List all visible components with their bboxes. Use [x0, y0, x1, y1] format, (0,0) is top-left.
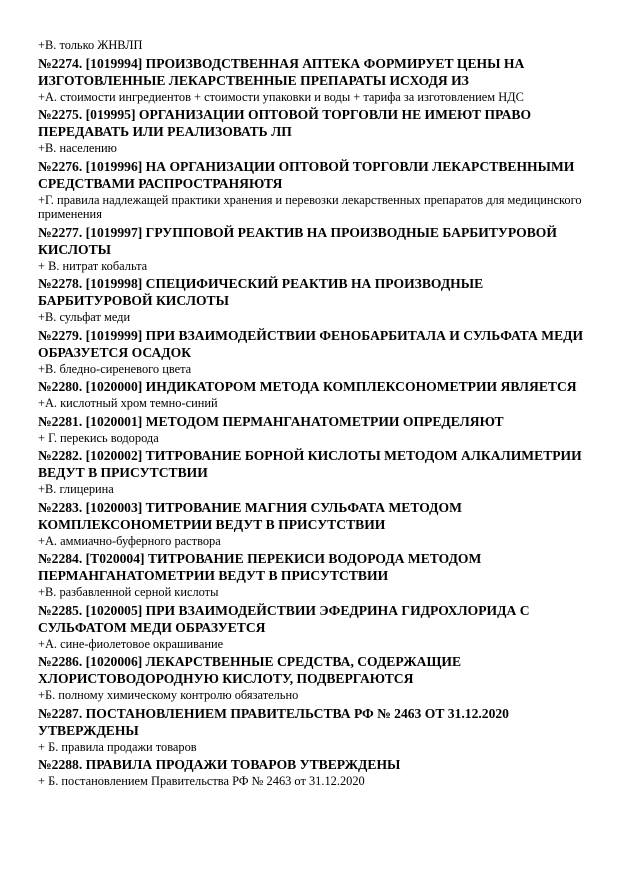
question-2280: №2280. [1020000] ИНДИКАТОРОМ МЕТОДА КОМПЛЕКСОНОМЕТРИИ ЯВЛЯЕТСЯ [38, 379, 577, 394]
answer-line: +А. аммиачно-буферного раствора [38, 533, 221, 548]
answer-line: +В. населению [38, 141, 117, 155]
question-2285: №2285. [1020005] ПРИ ВЗАИМОДЕЙСТВИИ ЭФЕДРИНА ГИДРОХЛОРИДА С СУЛЬФАТОМ МЕДИ ОБРАЗУЕТСЯ [38, 602, 530, 635]
question-2275: №2275. [019995] ОРГАНИЗАЦИИ ОПТОВОЙ ТОРГОВЛИ НЕ ИМЕЮТ ПРАВО ПЕРЕДАВАТЬ ИЛИ РЕАЛИЗОВАТЬ ЛП [38, 107, 532, 139]
answer-line: +В. глицерина [38, 482, 114, 496]
answer-line: + Г. перекись водорода [38, 430, 159, 445]
answer-line: +А. кислотный хром темно-синий [38, 396, 218, 410]
question-2282: №2282. [1020002] ТИТРОВАНИЕ БОРНОЙ КИСЛОТЫ МЕТОДОМ АЛКАЛИМЕТРИИ ВЕДУТ В ПРИСУТСТВИИ [38, 448, 582, 480]
answer-line: +Г. правила надлежащей практики хранения и перевозки лекарственных препаратов для медицинского применения [38, 192, 582, 221]
question-2279: №2279. [1019999] ПРИ ВЗАИМОДЕЙСТВИИ ФЕНОБАРБИТАЛА И СУЛЬФАТА МЕДИ ОБРАЗУЕТСЯ ОСАДОК [38, 327, 584, 360]
question-2284: №2284. [Т020004] ТИТРОВАНИЕ ПЕРЕКИСИ ВОДОРОДА МЕТОДОМ ПЕРМАНГАНАТОМЕТРИИ ВЕДУТ В ПРИСУТСТВИИ [38, 551, 482, 583]
answer-line: +А. сине-фиолетовое окрашивание [38, 636, 224, 651]
answer-line: +Б. полному химическому контролю обязательно [38, 688, 299, 702]
answer-line: +В. сульфат меди [38, 310, 131, 324]
answer-line: + Б. постановлением Правительства РФ № 2463 от 31.12.2020 [38, 774, 365, 788]
answer-line: +В. бледно-сиреневого цвета [38, 361, 192, 376]
answer-line: + Б. правила продажи товаров [38, 739, 197, 754]
question-2278: №2278. [1019998] СПЕЦИФИЧЕСКИЙ РЕАКТИВ НА ПРОИЗВОДНЫЕ БАРБИТУРОВОЙ КИСЛОТЫ [38, 276, 484, 308]
answer-line: + В. нитрат кобальта [38, 258, 148, 273]
document-page [38, 38, 594, 791]
question-2287: №2287. ПОСТАНОВЛЕНИЕМ ПРАВИТЕЛЬСТВА РФ № 2463 ОТ 31.12.2020 УТВЕРЖДЕНЫ [38, 705, 509, 738]
question-2276: №2276. [1019996] НА ОРГАНИЗАЦИИ ОПТОВОЙ ТОРГОВЛИ ЛЕКАРСТВЕННЫМИ СРЕДСТВАМИ РАСПРОСТРАНЯЮТЯ [38, 158, 575, 191]
question-2283: №2283. [1020003] ТИТРОВАНИЕ МАГНИЯ СУЛЬФАТА МЕТОДОМ КОМПЛЕКСОНОМЕТРИИ ВЕДУТ В ПРИСУТСТВИИ [38, 499, 462, 532]
answer-line: +В. разбавленной серной кислоты [38, 585, 219, 599]
question-2286: №2286. [1020006] ЛЕКАРСТВЕННЫЕ СРЕДСТВА, СОДЕРЖАЩИЕ ХЛОРИСТОВОДОРОДНУЮ КИСЛОТУ, ПОДВЕРГАЮТСЯ [38, 654, 462, 686]
question-2281: №2281. [1020001] МЕТОДОМ ПЕРМАНГАНАТОМЕТРИИ ОПРЕДЕЛЯЮТ [38, 413, 504, 429]
question-2277: №2277. [1019997] ГРУППОВОЙ РЕАКТИВ НА ПРОИЗВОДНЫЕ БАРБИТУРОВОЙ КИСЛОТЫ [38, 224, 557, 257]
question-2288: №2288. ПРАВИЛА ПРОДАЖИ ТОВАРОВ УТВЕРЖДЕНЫ [38, 757, 401, 772]
answer-line: +А. стоимости ингредиентов + стоимости упаковки и воды + тарифа за изготовлением НДС [38, 89, 524, 104]
answer-line: +В. только ЖНВЛП [38, 38, 143, 52]
question-2274: №2274. [1019994] ПРОИЗВОДСТВЕННАЯ АПТЕКА ФОРМИРУЕТ ЦЕНЫ НА ИЗГОТОВЛЕННЫЕ ЛЕКАРСТВЕННЫЕ ПРЕПАРАТЫ ИСХОДЯ ИЗ [38, 55, 525, 88]
